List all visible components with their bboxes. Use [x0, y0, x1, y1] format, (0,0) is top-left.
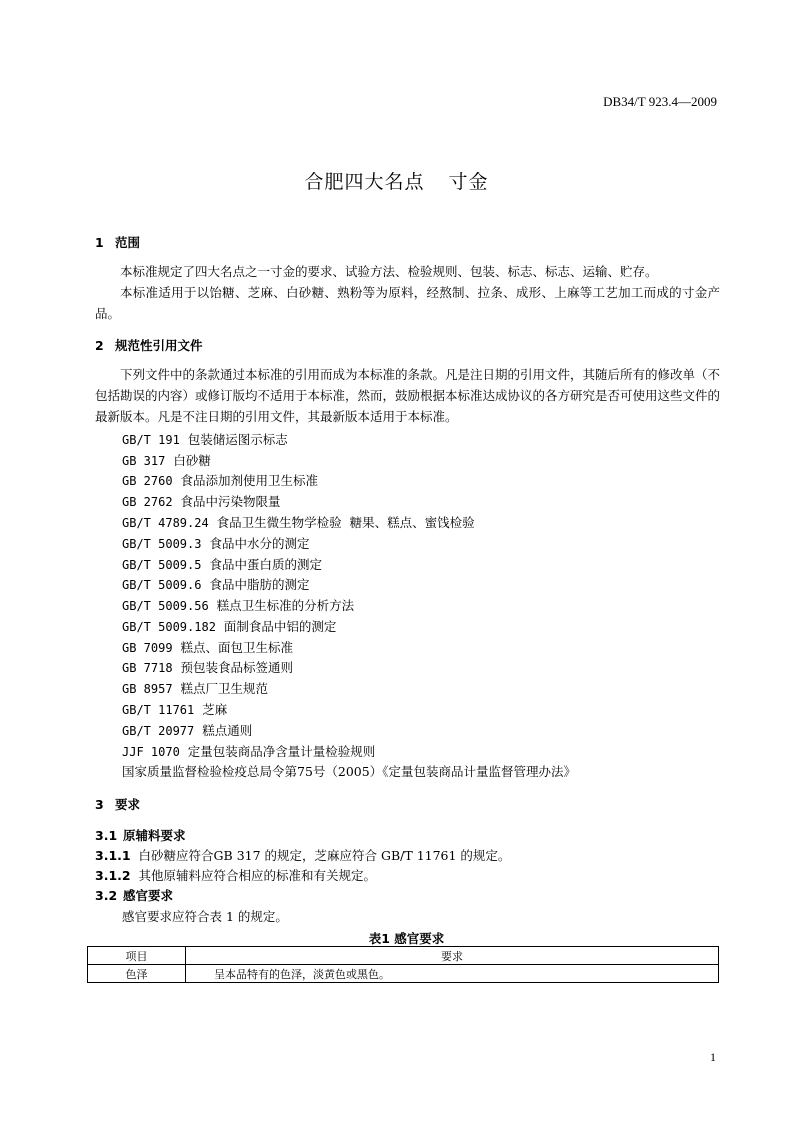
reference-item: GB/T 5009.6 食品中脂肪的测定: [122, 577, 310, 592]
reference-item: GB/T 11761 芝麻: [122, 702, 228, 717]
reference-item: GB/T 5009.56 糕点卫生标准的分析方法: [122, 598, 355, 613]
clause-3-1-2: 3.1.2 其他原辅料应符合相应的标准和有关规定。: [95, 868, 377, 883]
section-1-heading: 1 范围: [95, 235, 141, 250]
reference-item: GB 2762 食品中污染物限量: [122, 494, 281, 509]
standard-code: DB34/T 923.4—2009: [603, 94, 717, 109]
section-2-heading: 2 规范性引用文件: [95, 338, 203, 353]
reference-item: GB 317 白砂糖: [122, 453, 211, 468]
table-1-caption: 表1 感官要求: [368, 931, 445, 946]
section-3-heading: 3 要求: [95, 797, 141, 812]
reference-item: JJF 1070 定量包装商品净含量计量检验规则: [122, 744, 376, 759]
title-part-1: 合肥四大名点: [304, 171, 425, 193]
table-header-item: 项目: [88, 947, 186, 965]
table-cell-item: 色泽: [88, 965, 186, 983]
table-cell-requirement: 呈本品特有的色泽，淡黄色或黑色。: [186, 965, 719, 983]
reference-item: GB 8957 糕点厂卫生规范: [122, 681, 269, 696]
reference-item: GB 7099 糕点、面包卫生标准: [122, 640, 294, 655]
title-part-2: 寸金: [448, 171, 489, 193]
section-3-1-heading: 3.1 原辅料要求: [95, 828, 186, 843]
page-number: 1: [710, 1050, 716, 1064]
table-header-row: [88, 947, 719, 965]
section-3-2-text: 感官要求应符合表 1 的规定。: [122, 909, 288, 924]
table-header-requirement: 要求: [186, 947, 719, 965]
clause-3-1-1: 3.1.1 白砂糖应符合GB 317 的规定，芝麻应符合 GB/T 11761 的规定。: [95, 848, 511, 863]
reference-item: GB/T 5009.3 食品中水分的测定: [122, 536, 310, 551]
section-2-intro: 下列文件中的条款通过本标准的引用而成为本标准的条款。凡是注日期的引用文件，其随后所有的修改单（不包括勘误的内容）或修订版均不适用于本标准，然而，鼓励根据本标准达成协议的各方研究是否可使用这些文件的最新版本。凡是不注日期的引用文件，其最新版本适用于本标准。: [95, 367, 721, 424]
section-1-para-1: 本标准规定了四大名点之一寸金的要求、试验方法、检验规则、包装、标志、标志、运输、贮存。: [120, 264, 658, 279]
sensory-requirements-table: [87, 946, 719, 983]
section-1-para-2: 本标准适用于以饴糖、芝麻、白砂糖、熟粉等为原料，经熬制、拉条、成形、上麻等工艺加工而成的寸金产品。: [95, 285, 720, 321]
table-row: [88, 965, 719, 983]
reference-decree: 国家质量监督检验检疫总局令第75号（2005）《定量包装商品计量监督管理办法》: [122, 764, 576, 779]
section-3-2-heading: 3.2 感官要求: [95, 888, 174, 903]
reference-item: GB 7718 预包装食品标签通则: [122, 660, 294, 675]
reference-item: GB/T 191 包装储运图示标志: [122, 432, 288, 447]
page-title: [0, 167, 793, 194]
reference-item: GB 2760 食品添加剂使用卫生标准: [122, 473, 319, 488]
reference-item: GB/T 5009.182 面制食品中铝的测定: [122, 619, 337, 634]
reference-item: GB/T 5009.5 食品中蛋白质的测定: [122, 557, 322, 572]
reference-item: GB/T 4789.24 食品卫生微生物学检验 糖果、糕点、蜜饯检验: [122, 515, 475, 530]
reference-item: GB/T 20977 糕点通则: [122, 723, 253, 738]
